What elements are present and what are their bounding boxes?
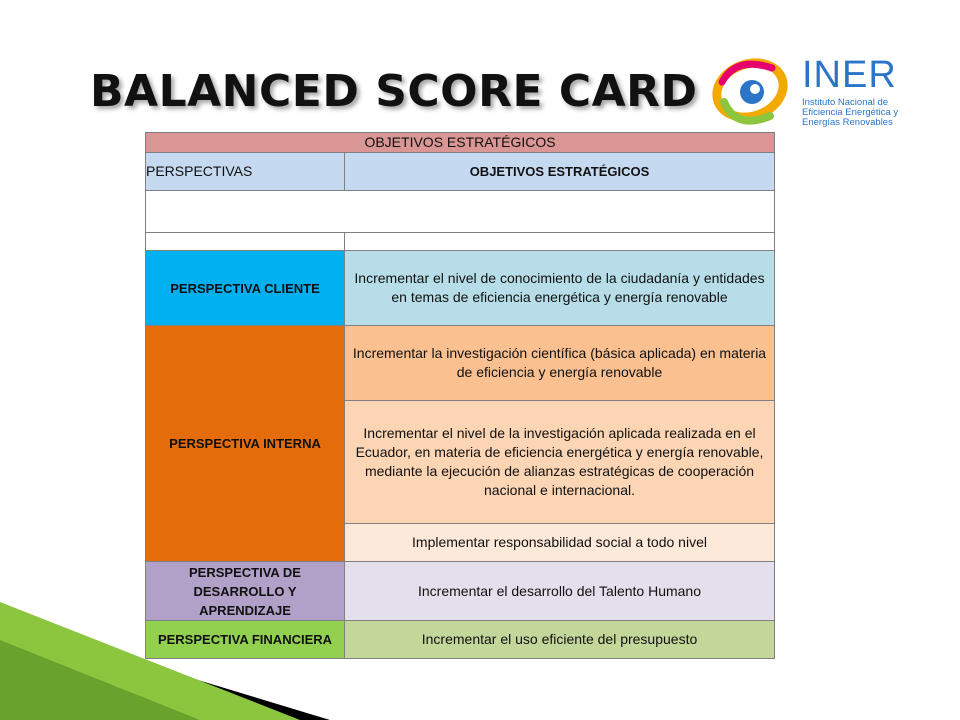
objective-cell: Incrementar el desarrollo del Talento Humano: [345, 562, 775, 621]
logo-line: Energías Renovables: [802, 117, 893, 128]
objective-cell: Implementar responsabilidad social a todo nivel: [345, 524, 775, 562]
header-perspectivas: PERSPECTIVAS: [146, 153, 345, 191]
blank-cell: [146, 233, 345, 251]
iner-emblem-icon: [706, 52, 796, 132]
decorative-swoosh: [0, 560, 340, 720]
perspective-interna: PERSPECTIVA INTERNA: [146, 326, 345, 562]
objective-cell: Incrementar el nivel de la investigación aplicada realizada en el Ecuador, en materia de eficiencia energética y energía renovable, mediante la ejecución de alianzas estratégicas de cooperación nacional e internacional.: [345, 401, 775, 524]
table-banner: OBJETIVOS ESTRATÉGICOS: [146, 133, 775, 153]
logo-wordmark: INER: [802, 54, 897, 96]
table-row: [146, 326, 775, 401]
table-blank-row: [146, 191, 775, 233]
iner-logo: [706, 52, 916, 132]
objective-cell: Incrementar el nivel de conocimiento de la ciudadanía y entidades en temas de eficiencia energética y energía renovable: [345, 251, 775, 326]
table-row: [146, 251, 775, 326]
table-header-row: [146, 153, 775, 191]
perspective-desarrollo: PERSPECTIVA DE DESARROLLO Y APRENDIZAJE: [146, 562, 345, 621]
objective-cell: Incrementar el uso eficiente del presupuesto: [345, 621, 775, 659]
perspective-financiera: PERSPECTIVA FINANCIERA: [146, 621, 345, 659]
logo-line: Instituto Nacional de: [802, 97, 889, 108]
perspective-cliente: PERSPECTIVA CLIENTE: [146, 251, 345, 326]
blank-cell: [146, 191, 775, 233]
objective-cell: Incrementar la investigación científica (básica aplicada) en materia de eficiencia y energía renovable: [345, 326, 775, 401]
blank-cell: [345, 233, 775, 251]
header-objetivos: OBJETIVOS ESTRATÉGICOS: [345, 153, 775, 191]
table-banner-row: [146, 133, 775, 153]
table-blank-row: [146, 233, 775, 251]
page-title: BALANCED SCORE CARD: [90, 66, 698, 117]
logo-line: Eficiencia Energética y: [802, 107, 899, 118]
